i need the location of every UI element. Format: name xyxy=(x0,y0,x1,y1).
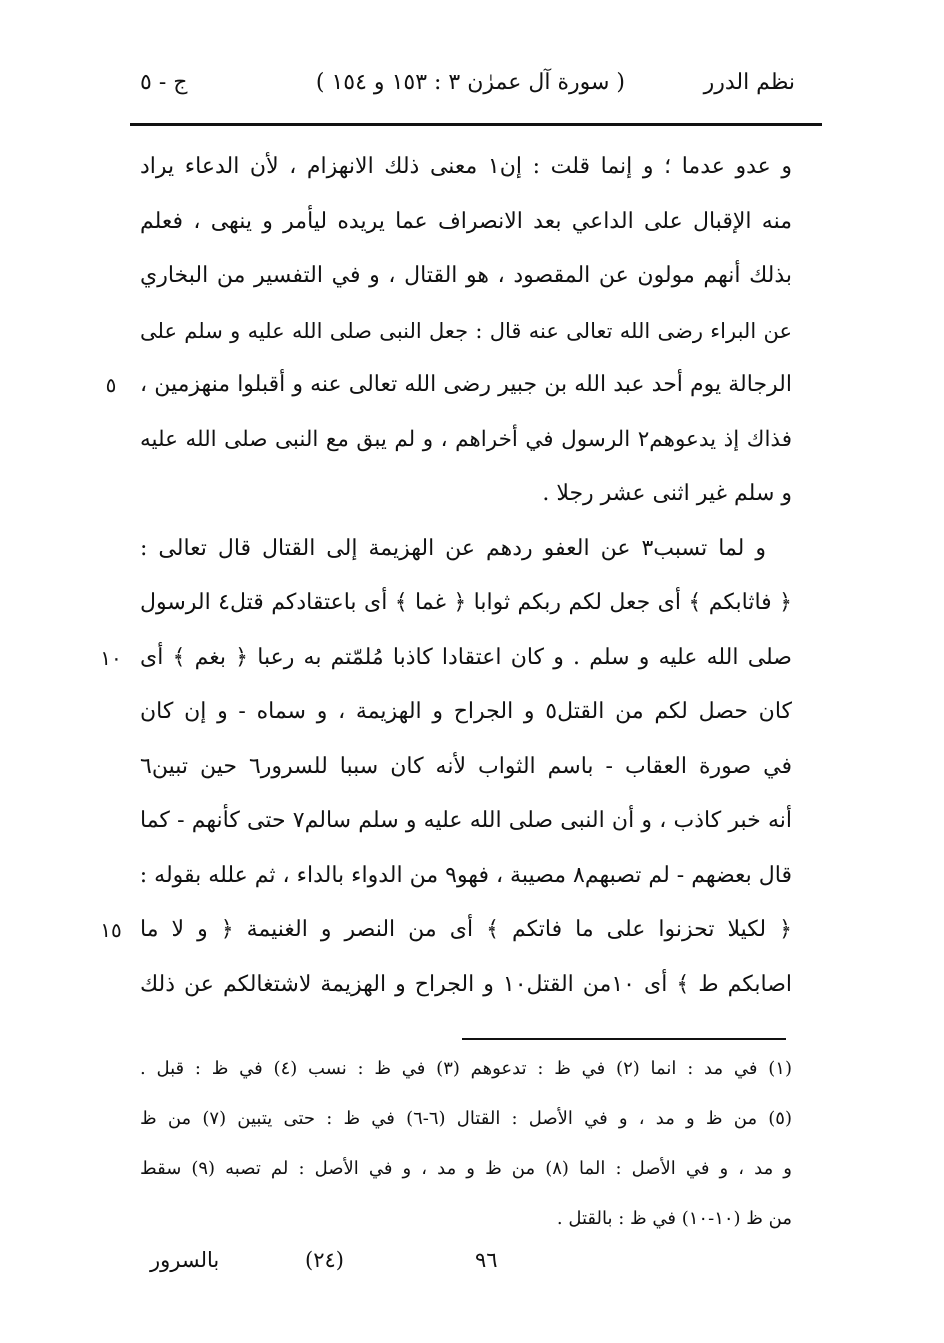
text-line: صلى الله عليه و سلم . و كان اعتقادا كاذبا مُلمّتم به رعبا ﴿ بغم ﴾ أى ١٠ xyxy=(140,631,792,686)
footnote-line: (١) في مد : انما (٢) في ظ : تدعوهم (٣) في ظ : نسب (٤) في ظ : قبل . xyxy=(140,1058,792,1079)
text-line: ﴿ لكيلا تحزنوا على ما فاتكم ﴾ أى من النصر و الغنيمة ﴿ و لا ما ١٥ xyxy=(140,903,792,958)
line-number: ١٠ xyxy=(100,645,122,670)
text-line: و عدو عدما ؛ و إنما قلت : إن١ معنى ذلك الانهزام ، لأن الدعاء يراد xyxy=(140,154,792,179)
main-text xyxy=(100,140,793,1012)
text-line: كان حصل لكم من القتل٥ و الجراح و الهزيمة ، و سماه - و إن كان xyxy=(140,699,793,724)
surah-reference: ( سورة آل عمرٰن ٣ : ١٥٣ و ١٥٤ ) xyxy=(315,70,625,95)
text-line: و سلم غير اثنى عشر رجلا . xyxy=(542,481,792,506)
footnote-line: من ظ (١٠-١٠) في ظ : بالقتل . xyxy=(556,1208,792,1229)
footnote-line: (٥) من ظ و مد ، و في الأصل : القتال (٦-٦) في ظ : حتى يتبين (٧) من ظ xyxy=(140,1108,792,1129)
text-line: أنه خبر كاذب ، و أن النبى صلى الله عليه و سلم سالم٧ حتى كأنهم - كما xyxy=(140,808,792,833)
line-number: ٥ xyxy=(105,373,117,397)
text-line: اصابكم ط ﴾ أى ١٠من القتل١٠ و الجراح و الهزيمة لاشتغالكم عن ذلك xyxy=(140,971,792,997)
footnote-line: و مد ، و في الأصل : الما (٨) من ظ و مد ، و في الأصل : لم تصبه (٩) سقط xyxy=(140,1158,793,1179)
text-line: في صورة العقاب - باسم الثواب لأنه كان سببا للسرور٦ حين تبين٦ xyxy=(140,753,792,779)
volume-number: ج - ٥ xyxy=(140,70,188,95)
footnote-rule xyxy=(462,1038,786,1040)
running-header xyxy=(140,70,795,110)
catchword: بالسرور xyxy=(150,1248,220,1272)
page-number: ٩٦ xyxy=(475,1248,498,1272)
footnotes xyxy=(140,1044,792,1244)
text-line: قال بعضهم - لم تصبهم٨ مصيبة ، فهو٩ من الدواء بالداء ، ثم علله بقوله : xyxy=(139,862,792,888)
text-line: منه الإقبال على الداعي بعد الانصراف عما يريده ليأمر و ينهى ، فعلم xyxy=(140,208,792,234)
book-title: نظم الدرر xyxy=(703,70,795,95)
line-number: ١٥ xyxy=(100,918,122,942)
text-line: بذلك أنهم مولون عن المقصود ، هو القتال ، و في التفسير من البخاري xyxy=(140,263,792,288)
text-line: ﴿ فاثابكم ﴾ أى جعل لكم ربكم ثوابا ﴿ غما ﴾ أى باعتقادكم قتل٤ الرسول xyxy=(140,590,792,615)
text-line: و لما تسبب٣ عن العفو ردهم عن الهزيمة إلى القتال قال تعالى : xyxy=(140,535,766,561)
header-rule xyxy=(130,123,822,126)
text-line: الرجالة يوم أحد عبد الله بن جبير رضى الله تعالى عنه و أقبلوا منهزمين ، ٥ xyxy=(140,358,792,413)
text-line: فذاك إذ يدعوهم٢ الرسول في أخراهم ، و لم يبق مع النبى صلى الله عليه xyxy=(140,426,792,452)
page-footer xyxy=(150,1248,810,1284)
signature-mark: (٢٤) xyxy=(305,1248,344,1272)
text-line: عن البراء رضى الله تعالى عنه قال : جعل النبى صلى الله عليه و سلم على xyxy=(140,318,792,343)
